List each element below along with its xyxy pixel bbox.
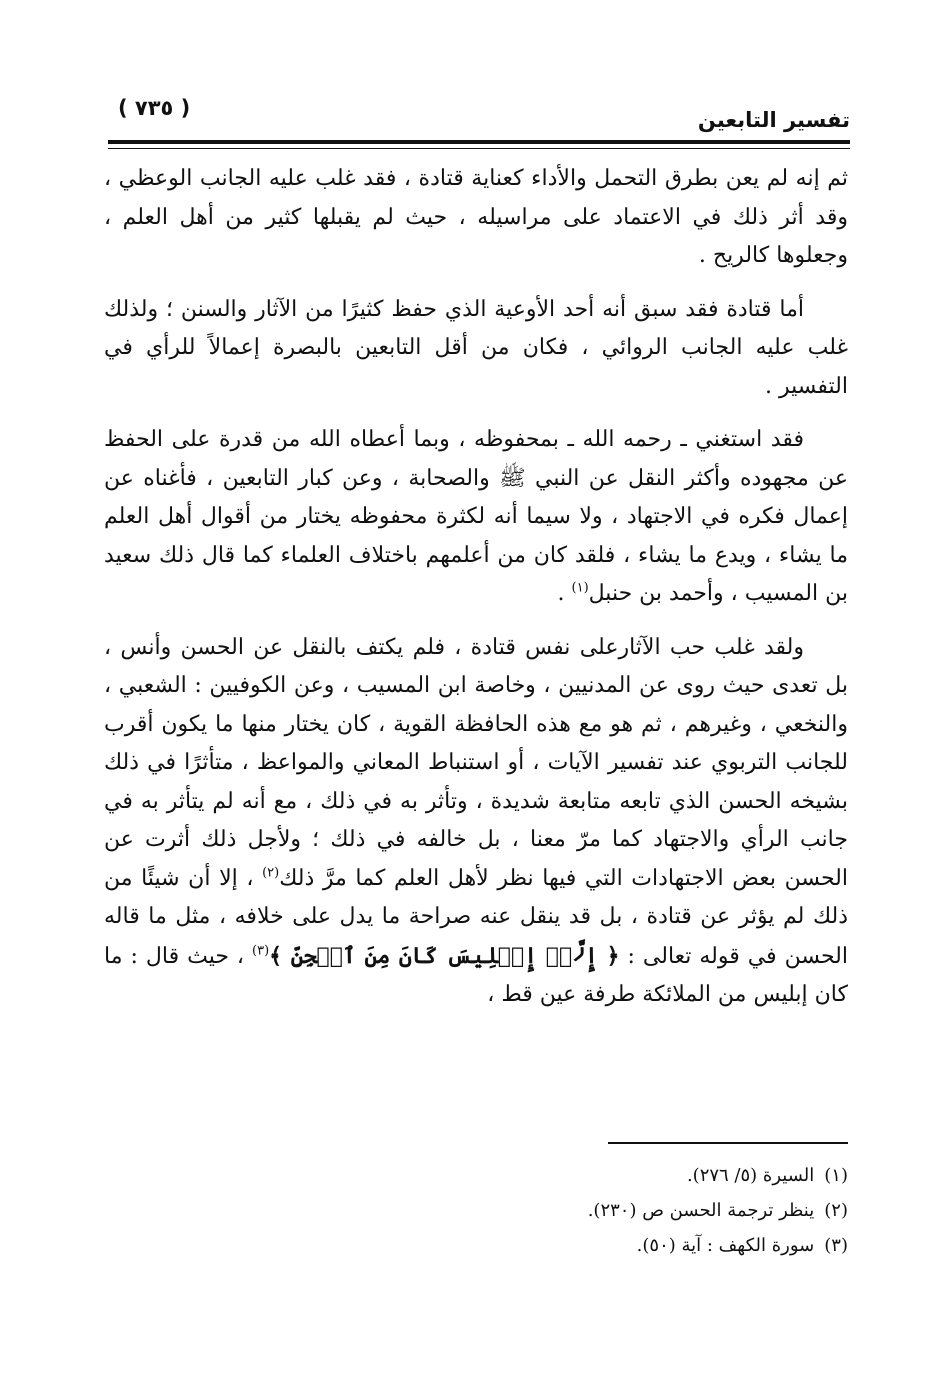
header-rule-thin	[108, 148, 850, 149]
quran-verse: ﴿ إِلَّاۤ إِبۡلِيسَ كَانَ مِنَ ٱلۡجِنِّ ﴾	[269, 942, 620, 969]
running-header	[108, 92, 850, 140]
footnote-ref-1: (١)	[571, 580, 589, 596]
footnote-3	[148, 1228, 848, 1263]
paragraph-2: أما قتادة فقد سبق أنه أحد الأوعية الذي حفظ كثيرًا من الآثار والسنن ؛ ولذلك غلب عليه الجانب الروائي ، فكان من أقل التابعين بالبصرة إعمالاً للرأي في التفسير .	[104, 296, 848, 399]
footnote-separator	[608, 1142, 848, 1144]
paragraph-3-text: فقد استغني ـ رحمه الله ـ بمحفوظه ، وبما أعطاه الله من قدرة على الحفظ عن مجهوده وأكثر النقل عن النبي ﷺ والصحابة ، وعن كبار التابعين ، فأغناه عن إعمال فكره في الاجتهاد ، ولا سيما أنه لكثرة محفوظه يختار من أقوال أهل العلم ما يشاء ، ويدع ما يشاء ، فلقد كان من أعلمهم باختلاف العلماء كما قال ذلك سعيد بن المسيب ، وأحمد بن حنبل	[104, 427, 848, 606]
paragraph-4-text-c: ، حيث قال : ما كان إبليس من الملائكة طرفة عين قط ،	[104, 943, 848, 1007]
header-rule-thick	[108, 140, 850, 144]
footnote-ref-3: (٣)	[252, 943, 270, 959]
footnotes	[148, 1158, 848, 1263]
paragraph-4	[104, 629, 848, 1015]
paragraph-3	[104, 421, 848, 614]
footnote-1	[148, 1158, 848, 1193]
header-title: تفسير التابعين	[697, 108, 850, 132]
paragraph-4-text-b: ، إلا أن شيئًا من ذلك لم يؤثر عن قتادة ، بل قد ينقل عنه صراحة ما يدل على خلافه ، مثل ما قاله الحسن في قوله تعالى :	[104, 865, 848, 969]
footnote-text: السيرة (٥/ ٢٧٦).	[686, 1165, 815, 1186]
page-number: ( ٧٣٥ )	[118, 96, 191, 120]
paragraph-4-text-a: ولقد غلب حب الآثارعلى نفس قتادة ، فلم يكتف بالنقل عن الحسن وأنس ، بل تعدى حيث روى عن المدنيين ، وخاصة ابن المسيب ، وعن الكوفيين : الشعبي ، والنخعي ، وغيرهم ، ثم هو مع هذه الحافظة القوية ، كان يختار منها ما يكون أقرب للجانب التربوي عند تفسير الآيات ، أو استنباط المعاني والمواعظ ، متأثرًا في ذلك بشيخه الحسن الذي تابعه متابعة شديدة ، وتأثر به في ذلك ، مع أنه لم يتأثر به في جانب الرأي والاجتهاد كما مرّ معنا ، بل خالفه في ذلك ؛ ولأجل ذلك أثرت عن الحسن بعض الاجتهادات التي فيها نظر لأهل العلم كما مرَّ ذلك	[104, 634, 848, 891]
footnote-number: (١)	[824, 1165, 848, 1186]
footnote-text: ينظر ترجمة الحسن ص (٢٣٠).	[587, 1200, 815, 1221]
paragraph-3-end: .	[557, 581, 572, 606]
footnote-text: سورة الكهف : آية (٥٠).	[636, 1235, 815, 1256]
footnote-number: (٢)	[824, 1200, 848, 1221]
footnote-2	[148, 1193, 848, 1228]
paragraph-1: ثم إنه لم يعن بطرق التحمل والأداء كعناية قتادة ، فقد غلب عليه الجانب الوعظي ، وقد أثر ذلك في الاعتماد على مراسيله ، حيث لم يقبلها كثير من أهل العلم ، وجعلوها كالريح .	[104, 166, 848, 268]
main-text	[104, 160, 848, 1015]
footnote-ref-2: (٢)	[262, 865, 280, 881]
footnote-number: (٣)	[824, 1235, 848, 1256]
